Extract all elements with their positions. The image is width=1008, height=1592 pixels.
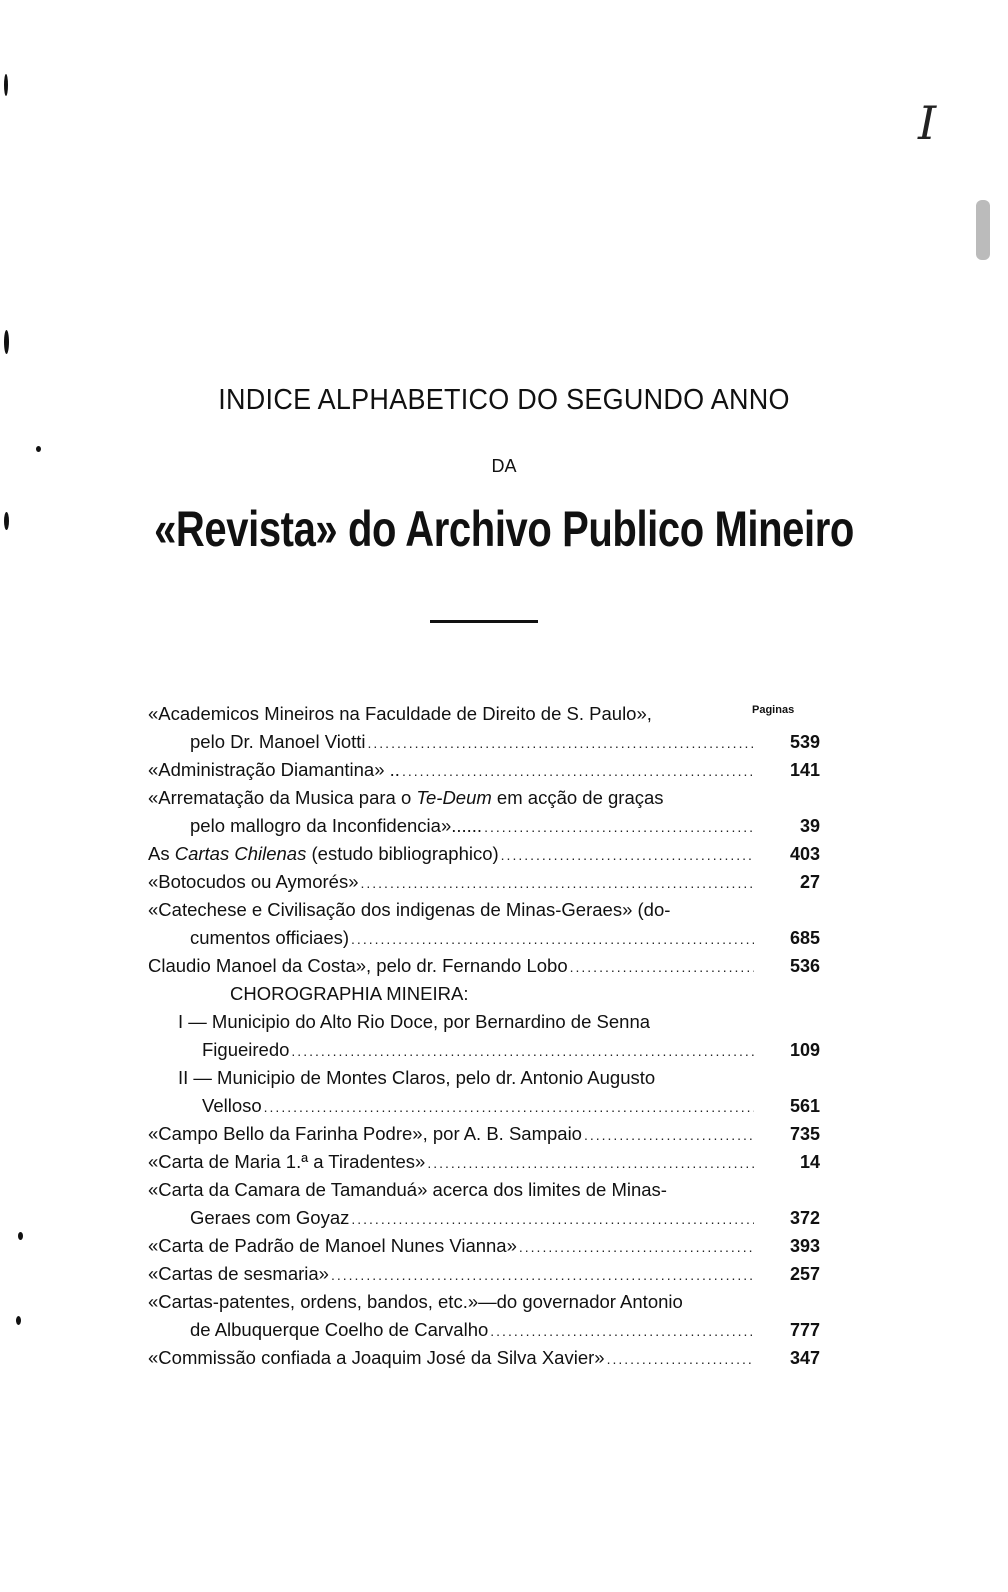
- index-entry: [148, 1148, 828, 1176]
- scan-speck: [4, 330, 9, 354]
- entry-text: «Academicos Mineiros na Faculdade de Direito de S. Paulo»,: [148, 703, 652, 724]
- entry-text: «Cartas de sesmaria»: [148, 1263, 329, 1284]
- index-entry: [148, 1288, 828, 1344]
- entry-page: 141: [789, 760, 820, 780]
- entry-page: 393: [789, 1236, 820, 1256]
- entry-text: [148, 784, 664, 812]
- entry-page: 561: [789, 1096, 820, 1116]
- entry-text-cont: Velloso: [202, 1095, 262, 1116]
- scan-speck: [976, 200, 990, 260]
- dot-leader: [501, 841, 754, 869]
- entry-text: «Carta da Camara de Tamanduá» acerca dos limites de Minas-: [148, 1179, 667, 1200]
- scan-speck: [36, 446, 41, 452]
- page-number-mark: I: [918, 96, 937, 150]
- entry-text-italic: Te-Deum: [416, 787, 492, 808]
- dot-leader: [519, 1233, 754, 1261]
- entry-text-cont: Figueiredo: [202, 1039, 290, 1060]
- entry-page: 536: [789, 956, 820, 976]
- index-entry: [148, 1064, 828, 1120]
- entry-text: «Catechese e Civilisação dos indigenas de Minas-Geraes» (do-: [148, 899, 671, 920]
- entry-text: Claudio Manoel da Costa», pelo dr. Fernando Lobo: [148, 955, 568, 976]
- dot-leader: [351, 925, 754, 953]
- index-entry: [148, 1008, 828, 1064]
- entry-text: I — Municipio do Alto Rio Doce, por Bernardino de Senna: [178, 1011, 651, 1032]
- entry-text: «Carta de Padrão de Manoel Nunes Vianna»: [148, 1235, 517, 1256]
- entry-page: 735: [789, 1124, 820, 1144]
- index-entry: [148, 952, 828, 980]
- title-connector: DA: [491, 456, 517, 476]
- index-entry: [148, 840, 828, 868]
- scan-speck: [4, 512, 9, 530]
- entry-page: 109: [789, 1040, 820, 1060]
- dot-leader: [584, 1121, 754, 1149]
- entry-text: «Carta de Maria 1.ª a Tiradentes»: [148, 1151, 426, 1172]
- index-entries: [148, 700, 828, 1372]
- dot-leader: [331, 1261, 754, 1289]
- dot-leader: [607, 1345, 754, 1373]
- scan-speck: [16, 1316, 21, 1325]
- entry-text-cont: pelo mallogro da Inconfidencia»......: [190, 815, 483, 836]
- index-entry: [148, 1344, 828, 1372]
- entry-page: 257: [789, 1264, 820, 1284]
- entry-page: 347: [789, 1348, 820, 1368]
- title-divider: [430, 620, 538, 623]
- index-entry: [148, 784, 828, 840]
- entry-text-part: (estudo bibliographico): [306, 843, 499, 864]
- index-entry: [148, 1232, 828, 1260]
- index-entry: [148, 700, 828, 756]
- dot-leader: [351, 1205, 754, 1233]
- pages-column-header: Paginas: [752, 704, 795, 716]
- dot-leader: [264, 1093, 754, 1121]
- entry-text-cont: de Albuquerque Coelho de Carvalho: [190, 1319, 489, 1340]
- dot-leader: [368, 729, 754, 757]
- entry-page: 777: [789, 1320, 820, 1340]
- section-heading-text: CHOROGRAPHIA MINEIRA:: [230, 983, 469, 1004]
- entry-page: 685: [789, 928, 820, 948]
- index-entry: [148, 896, 828, 952]
- entry-page: 403: [789, 844, 820, 864]
- index-title: INDICE ALPHABETICO DO SEGUNDO ANNO: [218, 384, 790, 416]
- entry-text-cont: cumentos officiaes): [190, 927, 350, 948]
- entry-text: «Campo Bello da Farinha Podre», por A. B. Sampaio: [148, 1123, 582, 1144]
- entry-page: 539: [789, 732, 820, 752]
- entry-text: [148, 840, 499, 868]
- entry-text: «Botocudos ou Aymorés»: [148, 871, 359, 892]
- entry-text-cont: pelo Dr. Manoel Viotti: [190, 731, 366, 752]
- entry-page: 27: [799, 872, 820, 892]
- entry-text: «Administração Diamantina» ..: [148, 759, 400, 780]
- entry-text: «Cartas-patentes, ordens, bandos, etc.»—do governador Antonio: [148, 1291, 683, 1312]
- dot-leader: [484, 813, 754, 841]
- publication-title: «Revista» do Archivo Publico Mineiro: [154, 501, 854, 557]
- section-heading: [148, 980, 828, 1008]
- entry-page: 372: [789, 1208, 820, 1228]
- dot-leader: [291, 1037, 754, 1065]
- index-entry: [148, 756, 828, 784]
- scan-speck: [18, 1232, 23, 1240]
- dot-leader: [402, 757, 754, 785]
- scan-speck: [4, 74, 8, 96]
- index-entry: [148, 1120, 828, 1148]
- dot-leader: [361, 869, 755, 897]
- dot-leader: [490, 1317, 754, 1345]
- index-entry: [148, 1260, 828, 1288]
- entry-page: 14: [799, 1152, 820, 1172]
- entry-text-part: «Arrematação da Musica para o: [148, 787, 417, 808]
- entry-text-part: As: [148, 843, 175, 864]
- entry-page: 39: [799, 816, 820, 836]
- dot-leader: [427, 1149, 754, 1177]
- entry-text: «Commissão confiada a Joaquim José da Silva Xavier»: [148, 1347, 605, 1368]
- dot-leader: [570, 953, 754, 981]
- index-entry: [148, 868, 828, 896]
- entry-text: II — Municipio de Montes Claros, pelo dr. Antonio Augusto: [178, 1067, 656, 1088]
- entry-text-part: em acção de graças: [491, 787, 664, 808]
- entry-text-italic: Cartas Chilenas: [174, 843, 307, 864]
- index-entry: [148, 1176, 828, 1232]
- entry-text-cont: Geraes com Goyaz: [190, 1207, 350, 1228]
